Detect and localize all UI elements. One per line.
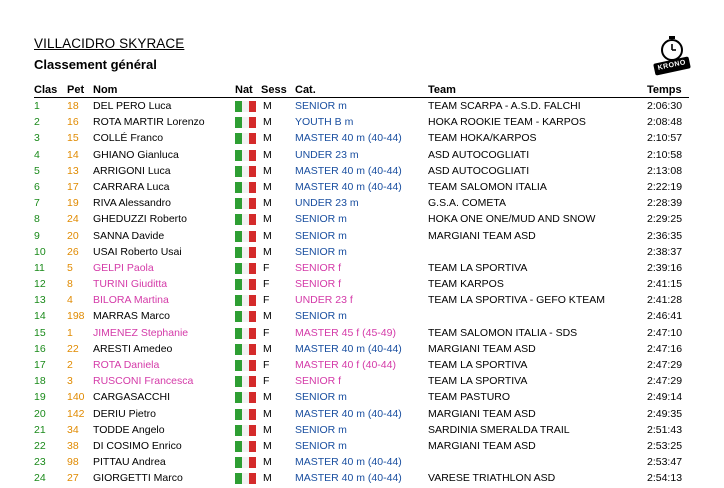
- sex-cell: M: [263, 342, 272, 355]
- header-pet: Pet: [67, 84, 85, 96]
- time-cell: 2:13:08: [647, 164, 683, 177]
- table-row: [34, 309, 689, 325]
- time-cell: 2:47:29: [647, 359, 683, 371]
- category-cell: SENIOR f: [295, 278, 342, 291]
- rank-cell: 23: [34, 456, 46, 469]
- name-cell: PITTAU Andrea: [93, 456, 166, 469]
- bib-cell: 15: [67, 132, 79, 145]
- category-cell: MASTER 40 f (40-44): [295, 359, 396, 371]
- table-row: [34, 245, 689, 261]
- time-cell: 2:36:35: [647, 229, 683, 242]
- time-cell: 2:29:25: [647, 213, 683, 226]
- rank-cell: 4: [34, 148, 40, 161]
- italy-flag-icon: [235, 247, 256, 258]
- name-cell: ROTA Daniela: [93, 359, 160, 371]
- category-cell: MASTER 40 m (40-44): [295, 180, 402, 193]
- category-cell: YOUTH B m: [295, 116, 354, 129]
- italy-flag-icon: [235, 101, 256, 112]
- table-row: [34, 471, 689, 487]
- table-row: [34, 277, 689, 293]
- bib-cell: 5: [67, 261, 73, 274]
- team-cell: HOKA ONE ONE/MUD AND SNOW: [428, 213, 596, 226]
- team-cell: VARESE TRIATHLON ASD: [428, 472, 556, 485]
- time-cell: 2:41:15: [647, 278, 683, 291]
- sex-cell: M: [263, 180, 272, 193]
- bib-cell: 16: [67, 116, 79, 129]
- rank-cell: 2: [34, 116, 40, 129]
- table-row: [34, 423, 689, 439]
- bib-cell: 27: [67, 472, 79, 485]
- name-cell: TURINI Giuditta: [93, 278, 168, 291]
- bib-cell: 2: [67, 359, 73, 371]
- bib-cell: 14: [67, 148, 79, 161]
- category-cell: UNDER 23 m: [295, 197, 359, 210]
- rank-cell: 16: [34, 342, 46, 355]
- rank-cell: 24: [34, 472, 46, 485]
- table-row: [34, 374, 689, 390]
- header-nom: Nom: [93, 84, 118, 96]
- sex-cell: F: [263, 261, 270, 274]
- rank-cell: 21: [34, 423, 46, 436]
- rank-cell: 17: [34, 359, 46, 371]
- italy-flag-icon: [235, 231, 256, 242]
- italy-flag-icon: [235, 344, 256, 355]
- name-cell: JIMENEZ Stephanie: [93, 326, 189, 339]
- time-cell: 2:54:13: [647, 472, 683, 485]
- italy-flag-icon: [235, 473, 256, 484]
- rank-cell: 18: [34, 375, 46, 388]
- rank-cell: 1: [34, 100, 40, 112]
- italy-flag-icon: [235, 392, 256, 403]
- sex-cell: M: [263, 245, 272, 258]
- table-row: [34, 131, 689, 147]
- rank-cell: 11: [34, 261, 45, 274]
- rank-cell: 15: [34, 326, 46, 339]
- bib-cell: 140: [67, 391, 85, 404]
- bib-cell: 4: [67, 294, 73, 307]
- rank-cell: 6: [34, 180, 40, 193]
- category-cell: SENIOR f: [295, 375, 342, 388]
- bib-cell: 20: [67, 229, 79, 242]
- bib-cell: 1: [67, 326, 73, 339]
- time-cell: 2:53:25: [647, 439, 683, 452]
- italy-flag-icon: [235, 214, 256, 225]
- category-cell: SENIOR m: [295, 100, 347, 112]
- table-row: [34, 196, 689, 212]
- category-cell: UNDER 23 f: [295, 294, 353, 307]
- table-row: [34, 180, 689, 196]
- italy-flag-icon: [235, 360, 256, 371]
- team-cell: TEAM KARPOS: [428, 278, 504, 291]
- time-cell: 2:53:47: [647, 456, 683, 469]
- time-cell: 2:47:10: [647, 326, 683, 339]
- table-row: [34, 148, 689, 164]
- team-cell: ASD AUTOCOGLIATI: [428, 148, 530, 161]
- time-cell: 2:49:14: [647, 391, 683, 404]
- time-cell: 2:22:19: [647, 180, 683, 193]
- name-cell: ROTA MARTIR Lorenzo: [93, 116, 205, 129]
- sex-cell: M: [263, 197, 272, 210]
- header-sess: Sess: [261, 84, 287, 96]
- team-cell: HOKA ROOKIE TEAM - KARPOS: [428, 116, 586, 129]
- sex-cell: M: [263, 456, 272, 469]
- rank-cell: 8: [34, 213, 40, 226]
- bib-cell: 8: [67, 278, 73, 291]
- time-cell: 2:47:16: [647, 342, 683, 355]
- category-cell: SENIOR m: [295, 423, 347, 436]
- table-row: [34, 212, 689, 228]
- bib-cell: 19: [67, 197, 79, 210]
- category-cell: SENIOR m: [295, 245, 347, 258]
- italy-flag-icon: [235, 279, 256, 290]
- team-cell: TEAM LA SPORTIVA - GEFO KTEAM: [428, 294, 605, 307]
- bib-cell: 38: [67, 439, 79, 452]
- italy-flag-icon: [235, 166, 256, 177]
- bib-cell: 34: [67, 423, 79, 436]
- bib-cell: 22: [67, 342, 79, 355]
- category-cell: MASTER 40 m (40-44): [295, 456, 402, 469]
- italy-flag-icon: [235, 263, 256, 274]
- bib-cell: 98: [67, 456, 79, 469]
- team-cell: TEAM SALOMON ITALIA - SDS: [428, 326, 578, 339]
- category-cell: MASTER 40 m (40-44): [295, 342, 402, 355]
- results-table: [34, 99, 689, 488]
- sex-cell: M: [263, 439, 272, 452]
- table-row: [34, 229, 689, 245]
- category-cell: MASTER 40 m (40-44): [295, 132, 402, 145]
- time-cell: 2:28:39: [647, 197, 683, 210]
- sex-cell: M: [263, 310, 272, 323]
- italy-flag-icon: [235, 409, 256, 420]
- sex-cell: M: [263, 132, 272, 145]
- time-cell: 2:51:43: [647, 423, 683, 436]
- name-cell: RIVA Alessandro: [93, 197, 172, 210]
- italy-flag-icon: [235, 133, 256, 144]
- sex-cell: M: [263, 229, 272, 242]
- time-cell: 2:49:35: [647, 407, 683, 420]
- time-cell: 2:46:41: [647, 310, 683, 323]
- rank-cell: 12: [34, 278, 46, 291]
- rank-cell: 19: [34, 391, 46, 404]
- table-row: [34, 261, 689, 277]
- sex-cell: M: [263, 213, 272, 226]
- category-cell: SENIOR m: [295, 439, 347, 452]
- rank-cell: 10: [34, 245, 46, 258]
- table-row: [34, 99, 689, 115]
- time-cell: 2:10:58: [647, 148, 683, 161]
- header-divider: [34, 97, 689, 98]
- category-cell: MASTER 45 f (45-49): [295, 326, 396, 339]
- rank-cell: 22: [34, 439, 46, 452]
- bib-cell: 3: [67, 375, 73, 388]
- sex-cell: M: [263, 164, 272, 177]
- name-cell: DERIU Pietro: [93, 407, 157, 420]
- italy-flag-icon: [235, 182, 256, 193]
- header-temps: Temps: [647, 84, 682, 96]
- sex-cell: F: [263, 359, 270, 371]
- bib-cell: 24: [67, 213, 79, 226]
- category-cell: SENIOR f: [295, 261, 342, 274]
- sex-cell: F: [263, 326, 270, 339]
- italy-flag-icon: [235, 441, 256, 452]
- table-row: [34, 390, 689, 406]
- category-cell: MASTER 40 m (40-44): [295, 472, 402, 485]
- category-cell: SENIOR m: [295, 229, 347, 242]
- name-cell: GIORGETTI Marco: [93, 472, 183, 485]
- italy-flag-icon: [235, 117, 256, 128]
- category-cell: MASTER 40 m (40-44): [295, 407, 402, 420]
- italy-flag-icon: [235, 425, 256, 436]
- sex-cell: M: [263, 407, 272, 420]
- name-cell: GHEDUZZI Roberto: [93, 213, 187, 226]
- bib-cell: 142: [67, 407, 85, 420]
- table-row: [34, 164, 689, 180]
- sex-cell: F: [263, 294, 270, 307]
- rank-cell: 13: [34, 294, 46, 307]
- name-cell: RUSCONI Francesca: [93, 375, 194, 388]
- name-cell: MARRAS Marco: [93, 310, 171, 323]
- category-cell: SENIOR m: [295, 391, 347, 404]
- sex-cell: M: [263, 472, 272, 485]
- category-cell: MASTER 40 m (40-44): [295, 164, 402, 177]
- rank-cell: 14: [34, 310, 46, 323]
- table-row: [34, 455, 689, 471]
- rank-cell: 20: [34, 407, 46, 420]
- sex-cell: F: [263, 375, 270, 388]
- name-cell: SANNA Davide: [93, 229, 165, 242]
- rank-cell: 7: [34, 197, 40, 210]
- table-row: [34, 407, 689, 423]
- time-cell: 2:08:48: [647, 116, 683, 129]
- name-cell: TODDE Angelo: [93, 423, 165, 436]
- table-row: [34, 358, 689, 374]
- header-clas: Clas: [34, 84, 58, 96]
- name-cell: GELPI Paola: [93, 261, 154, 274]
- header-cat: Cat.: [295, 84, 316, 96]
- team-cell: TEAM SALOMON ITALIA: [428, 180, 547, 193]
- time-cell: 2:10:57: [647, 132, 683, 145]
- name-cell: DEL PERO Luca: [93, 100, 172, 112]
- page-subtitle: Classement général: [34, 57, 157, 72]
- name-cell: BILORA Martina: [93, 294, 169, 307]
- header-team: Team: [428, 84, 456, 96]
- team-cell: MARGIANI TEAM ASD: [428, 439, 536, 452]
- name-cell: USAI Roberto Usai: [93, 245, 182, 258]
- sex-cell: M: [263, 423, 272, 436]
- time-cell: 2:38:37: [647, 245, 683, 258]
- sex-cell: M: [263, 100, 272, 112]
- italy-flag-icon: [235, 295, 256, 306]
- bib-cell: 18: [67, 100, 79, 112]
- team-cell: TEAM SCARPA - A.S.D. FALCHI: [428, 100, 581, 112]
- table-row: [34, 326, 689, 342]
- results-header: [34, 81, 689, 97]
- team-cell: TEAM LA SPORTIVA: [428, 261, 528, 274]
- sex-cell: M: [263, 391, 272, 404]
- team-cell: TEAM LA SPORTIVA: [428, 359, 528, 371]
- team-cell: TEAM LA SPORTIVA: [428, 375, 528, 388]
- page-title: VILLACIDRO SKYRACE: [34, 36, 185, 51]
- italy-flag-icon: [235, 328, 256, 339]
- category-cell: UNDER 23 m: [295, 148, 359, 161]
- bib-cell: 198: [67, 310, 85, 323]
- rank-cell: 9: [34, 229, 40, 242]
- team-cell: ASD AUTOCOGLIATI: [428, 164, 530, 177]
- italy-flag-icon: [235, 198, 256, 209]
- category-cell: SENIOR m: [295, 310, 347, 323]
- name-cell: CARGASACCHI: [93, 391, 171, 404]
- time-cell: 2:06:30: [647, 100, 683, 112]
- bib-cell: 17: [67, 180, 79, 193]
- bib-cell: 26: [67, 245, 79, 258]
- rank-cell: 3: [34, 132, 40, 145]
- header-nat: Nat: [235, 84, 253, 96]
- table-row: [34, 115, 689, 131]
- team-cell: MARGIANI TEAM ASD: [428, 229, 536, 242]
- name-cell: DI COSIMO Enrico: [93, 439, 182, 452]
- team-cell: MARGIANI TEAM ASD: [428, 342, 536, 355]
- team-cell: TEAM HOKA/KARPOS: [428, 132, 537, 145]
- time-cell: 2:41:28: [647, 294, 683, 307]
- logo-wordmark: KRONO: [653, 56, 691, 75]
- rank-cell: 5: [34, 164, 40, 177]
- italy-flag-icon: [235, 457, 256, 468]
- table-row: [34, 293, 689, 309]
- table-row: [34, 342, 689, 358]
- italy-flag-icon: [235, 150, 256, 161]
- team-cell: SARDINIA SMERALDA TRAIL: [428, 423, 570, 436]
- team-cell: G.S.A. COMETA: [428, 197, 506, 210]
- team-cell: MARGIANI TEAM ASD: [428, 407, 536, 420]
- name-cell: ARESTI Amedeo: [93, 342, 173, 355]
- name-cell: ARRIGONI Luca: [93, 164, 171, 177]
- krono-logo: [654, 36, 690, 76]
- name-cell: COLLÉ Franco: [93, 132, 164, 145]
- time-cell: 2:39:16: [647, 261, 683, 274]
- team-cell: TEAM PASTURO: [428, 391, 511, 404]
- table-row: [34, 439, 689, 455]
- name-cell: CARRARA Luca: [93, 180, 170, 193]
- time-cell: 2:47:29: [647, 375, 683, 388]
- name-cell: GHIANO Gianluca: [93, 148, 179, 161]
- bib-cell: 13: [67, 164, 79, 177]
- italy-flag-icon: [235, 311, 256, 322]
- category-cell: SENIOR m: [295, 213, 347, 226]
- italy-flag-icon: [235, 376, 256, 387]
- sex-cell: F: [263, 278, 270, 291]
- sex-cell: M: [263, 148, 272, 161]
- sex-cell: M: [263, 116, 272, 129]
